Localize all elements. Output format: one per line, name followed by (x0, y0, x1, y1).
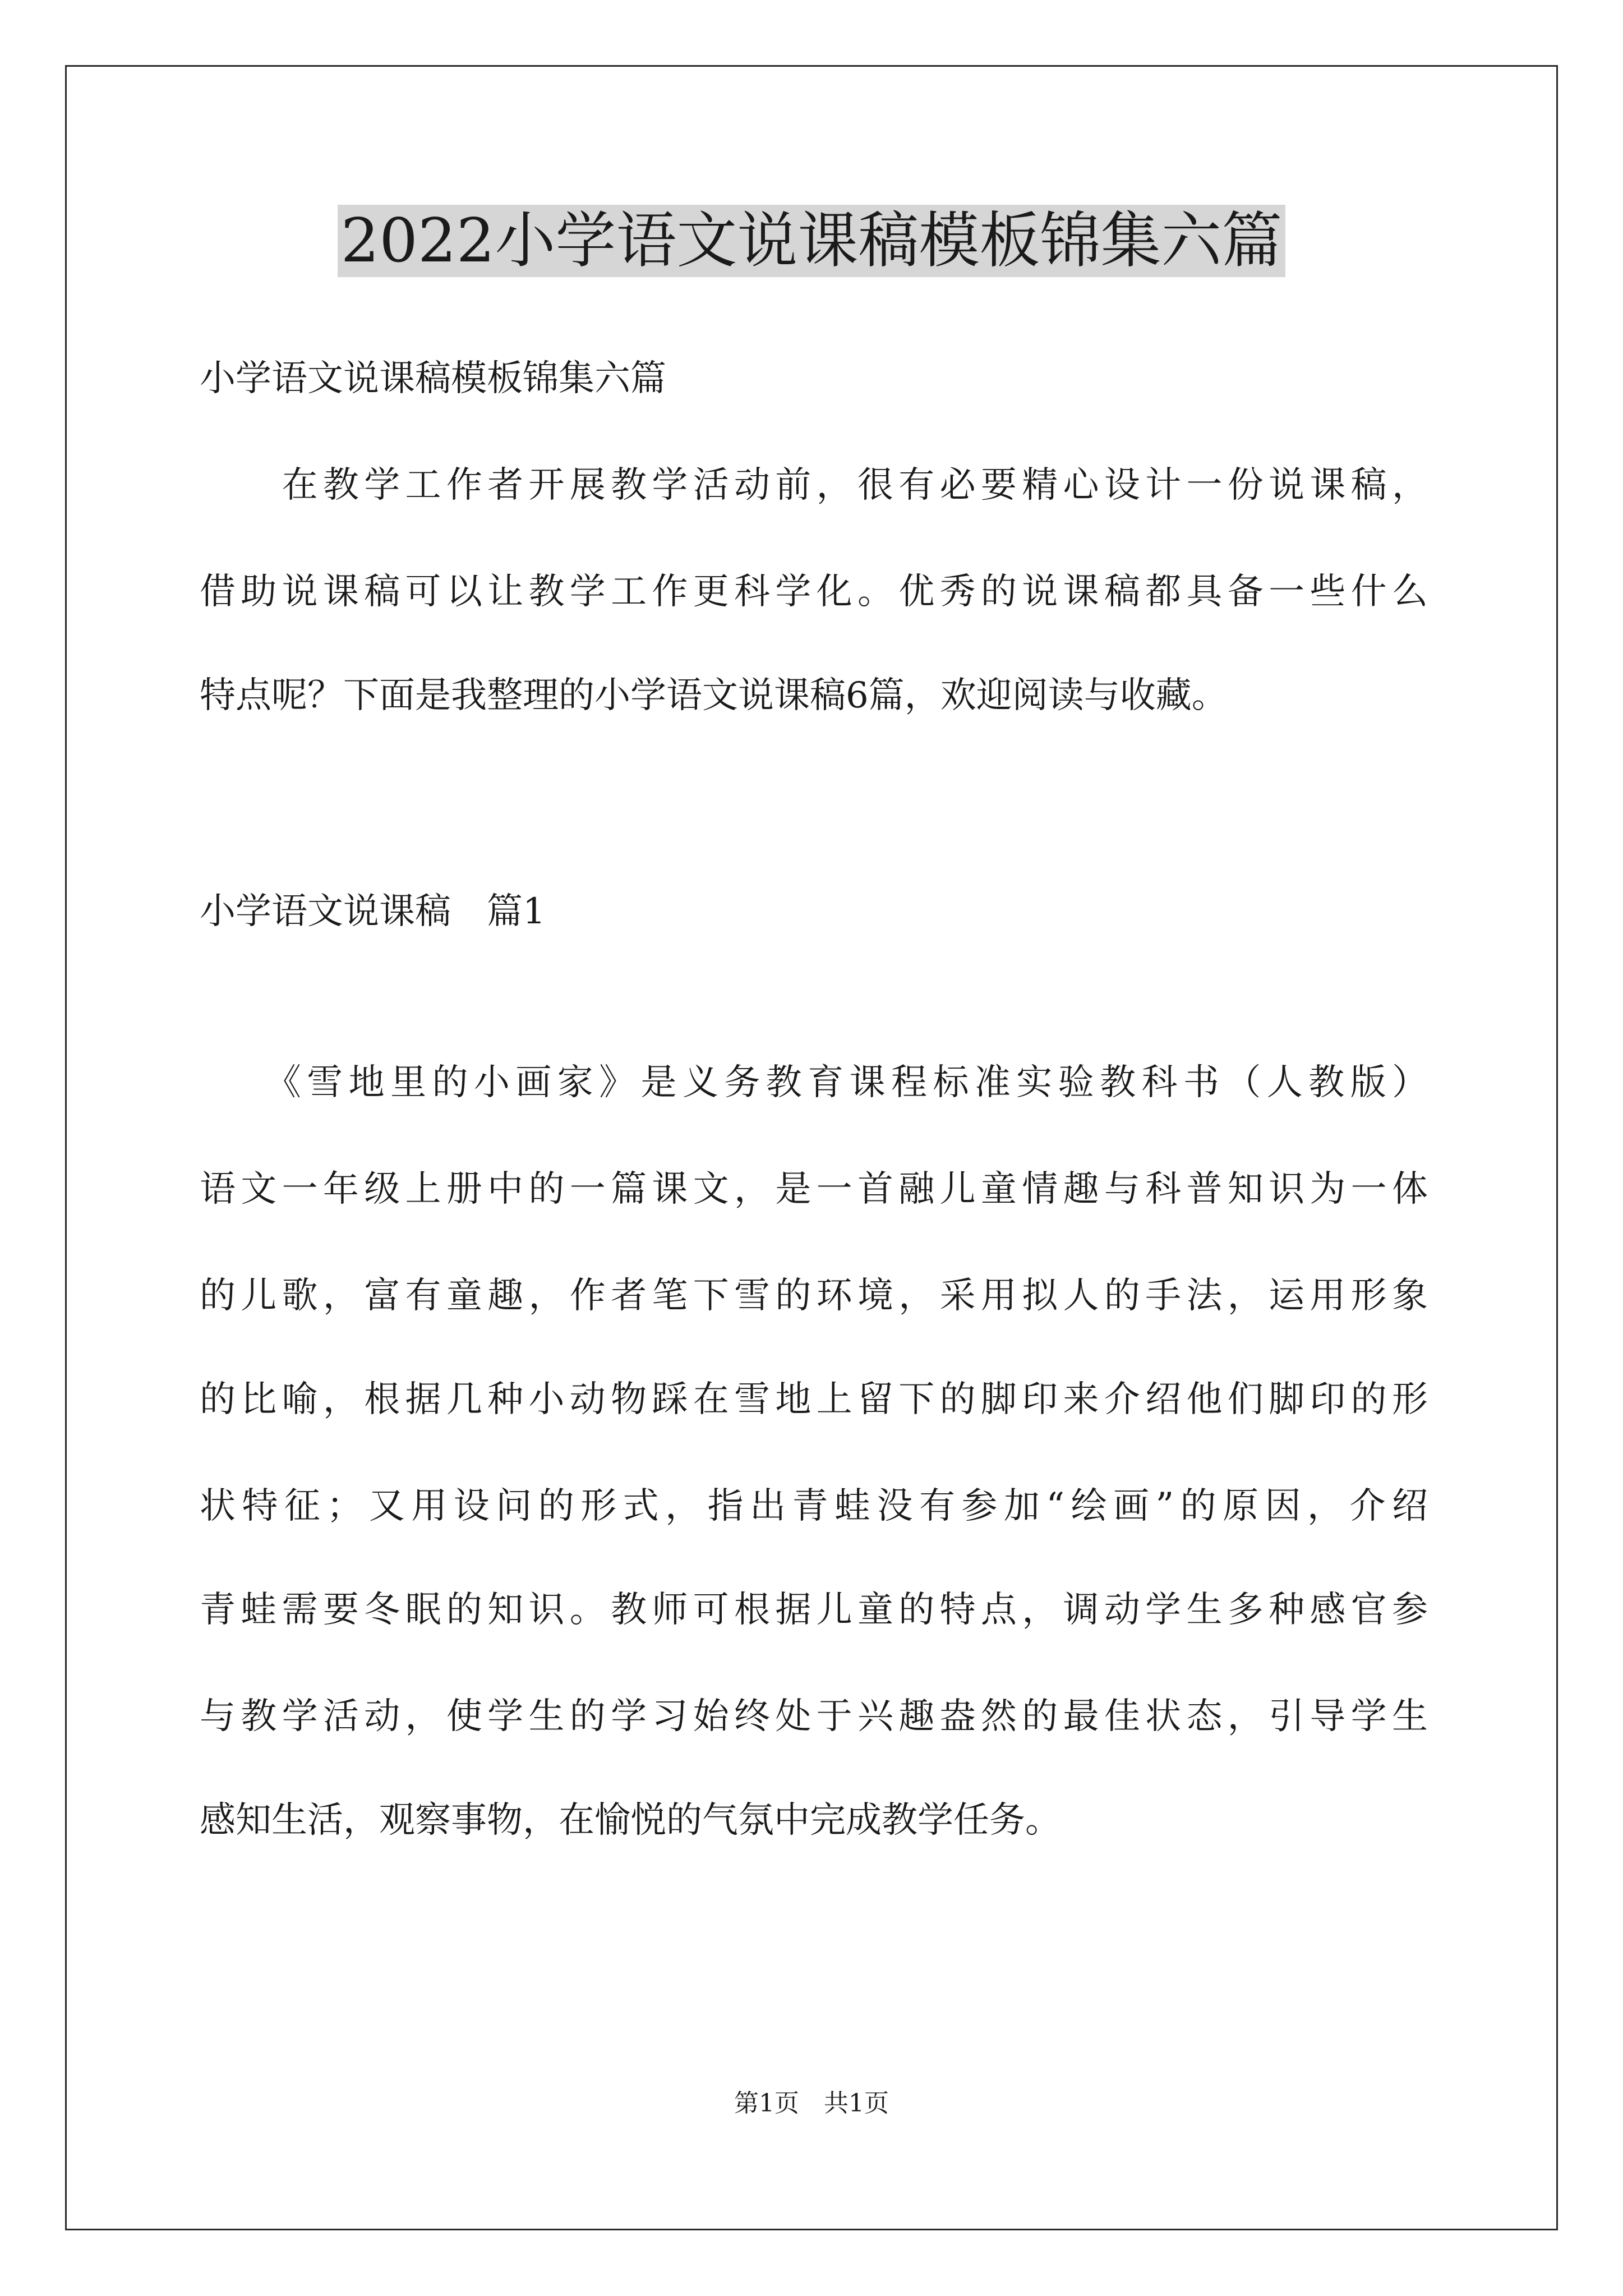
section-line: 的儿歌，富有童趣，作者笔下雪的环境，采用拟人的手法，运用形象 (200, 1275, 1428, 1317)
section-line: 状特征；又用设问的形式，指出青蛙没有参加“绘画”的原因，介绍 (200, 1485, 1428, 1527)
intro-line: 特点呢？下面是我整理的小学语文说课稿6篇，欢迎阅读与收藏。 (200, 675, 1228, 716)
section-line: 与教学活动，使学生的学习始终处于兴趣盎然的最佳状态，引导学生 (200, 1696, 1428, 1737)
document-title (0, 202, 1623, 280)
intro-line: 在教学工作者开展教学活动前，很有必要精心设计一份说课稿， (200, 464, 1428, 506)
intro-line: 借助说课稿可以让教学工作更科学化。优秀的说课稿都具备一些什么 (200, 571, 1428, 613)
section-line: 《雪地里的小画家》是义务教育课程标准实验教科书（人教版） (200, 1062, 1428, 1103)
section-line: 感知生活，观察事物，在愉悦的气氛中完成教学任务。 (200, 1800, 1061, 1841)
page-number-footer: 第1页 共1页 (734, 2089, 889, 2118)
section-line: 青蛙需要冬眠的知识。教师可根据儿童的特点，调动学生多种感官参 (200, 1589, 1428, 1631)
section-line: 语文一年级上册中的一篇课文，是一首融儿童情趣与科普知识为一体 (200, 1168, 1428, 1210)
section-heading: 小学语文说课稿 篇1 (200, 891, 546, 932)
document-subtitle: 小学语文说课稿模板锦集六篇 (200, 358, 666, 399)
document-title-text: 2022小学语文说课稿模板锦集六篇 (338, 205, 1286, 277)
section-line: 的比喻，根据几种小动物踩在雪地上留下的脚印来介绍他们脚印的形 (200, 1379, 1428, 1420)
